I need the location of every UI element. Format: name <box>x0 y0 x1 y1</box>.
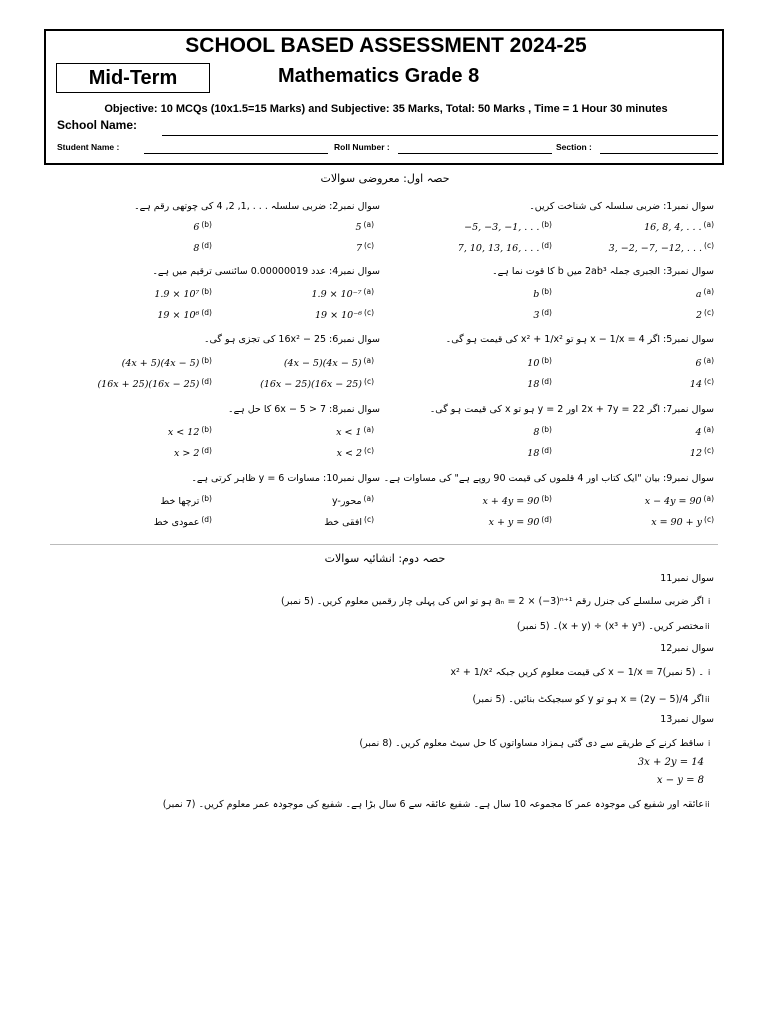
q13-part-ii: عائقہ اور شفیع کی موجودہ عمر کا مجموعہ 10 سال ہے۔ شفیع عائقہ سے 6 سال بڑا ہے۔ شفیع کی موجودہ عمر معلوم کریں۔ (7 نمبر) <box>162 799 704 810</box>
question-13-heading: سوال نمبر13 <box>660 714 714 725</box>
q3-option-d: 3 $^{(d)}$ <box>533 308 552 321</box>
q4-option-a: 1.9 × 10⁻⁷ $^{(a)}$ <box>311 287 374 300</box>
q6-option-c: (16x − 25)(16x − 25) $^{(c)}$ <box>260 377 374 390</box>
q5-option-d: 18 $^{(d)}$ <box>527 377 552 390</box>
student-name-field[interactable] <box>144 153 328 154</box>
q6-option-d: (16x + 25)(16x − 25) $^{(d)}$ <box>97 377 212 390</box>
q5-option-b: 10 $^{(b)}$ <box>527 356 552 369</box>
question-1: سوال نمبر1: ضربی سلسلہ کی شناخت کریں۔ <box>529 201 714 212</box>
q9-option-a: x − 4y = 90 $^{(a)}$ <box>644 494 714 507</box>
q2-option-a: 5 $^{(a)}$ <box>355 220 374 233</box>
q2-option-d: 8 $^{(d)}$ <box>193 241 212 254</box>
q1-option-d: 7, 10, 13, 16, . . . $^{(d)}$ <box>457 241 552 254</box>
q10-option-c: افقی خط $^{(c)}$ <box>324 515 374 528</box>
student-name-label: Student Name : <box>57 142 120 152</box>
q9-option-d: x + y = 90 $^{(d)}$ <box>488 515 552 528</box>
q11-part-ii-number: ii <box>705 622 710 631</box>
q11-part-ii: مختصر کریں۔ (x³ + y³) ÷ (x + y)۔ (5 نمبر) <box>516 621 704 632</box>
question-6: سوال نمبر6: 25 − 16x² کی تجزی ہو گی۔ <box>203 334 380 345</box>
q3-option-c: 2 $^{(c)}$ <box>695 308 714 321</box>
q7-option-d: 18 $^{(d)}$ <box>527 446 552 459</box>
q9-option-b: x + 4y = 90 $^{(b)}$ <box>482 494 552 507</box>
q2-option-c: 7 $^{(c)}$ <box>355 241 374 254</box>
q5-option-c: 14 $^{(c)}$ <box>689 377 714 390</box>
subject-title: Mathematics Grade 8 <box>278 65 480 87</box>
q13-part-i-number: i <box>708 739 711 748</box>
q4-option-d: 19 × 10⁶ $^{(d)}$ <box>157 308 212 321</box>
q8-option-b: x < 12 $^{(b)}$ <box>167 425 212 438</box>
part1-heading: حصہ اول: معروضی سوالات <box>320 172 450 185</box>
question-10: سوال نمبر10: مساوات y = 6 ظاہر کرتی ہے۔ <box>191 473 380 484</box>
q13-equation-2: x − y = 8 <box>656 775 704 786</box>
page-title: SCHOOL BASED ASSESSMENT 2024-25 <box>185 34 587 57</box>
school-name-label: School Name: <box>57 118 138 132</box>
q8-option-c: x < 2 $^{(c)}$ <box>336 446 374 459</box>
question-8: سوال نمبر8: 6x − 5 > 7 کا حل ہے۔ <box>228 404 380 415</box>
q10-option-d: عمودی خط $^{(d)}$ <box>153 515 212 528</box>
q13-part-i: ساقط کرنے کے طریقے سے دی گئی ہمزاد مساواتوں کا حل سیٹ معلوم کریں۔ (8 نمبر) <box>359 738 704 749</box>
q13-equation-1: 3x + 2y = 14 <box>637 757 704 768</box>
q3-option-a: a $^{(a)}$ <box>695 287 714 300</box>
q8-option-a: x < 1 $^{(a)}$ <box>336 425 374 438</box>
q12-part-i: x² + 1/x² کی قیمت معلوم کریں جبکہ x − 1/x = 7۔ (5 نمبر) <box>450 667 704 678</box>
question-3: سوال نمبر3: الجبری جملہ 2ab³ میں b کا قوت نما ہے۔ <box>492 266 714 277</box>
question-9: سوال نمبر9: بیان "ایک کتاب اور 4 قلموں کی قیمت 90 روپے ہے" کی مساوات ہے۔ <box>383 473 714 484</box>
school-name-field[interactable] <box>162 135 718 136</box>
q13-part-ii-number: ii <box>705 800 710 809</box>
q12-part-ii-number: ii <box>705 695 710 704</box>
q1-option-b: −5, −3, −1, . . . $^{(b)}$ <box>464 220 552 233</box>
question-11-heading: سوال نمبر11 <box>660 573 714 584</box>
q6-option-b: (4x + 5)(4x − 5) $^{(b)}$ <box>121 356 212 369</box>
q12-part-i-number: i <box>708 668 711 677</box>
section-label: Section : <box>556 142 592 152</box>
q11-part-i: اگر ضربی سلسلے کی جنرل رقم aₙ = 2 × (−3)ⁿ⁺¹ ہو تو اس کی پہلی چار رقمیں معلوم کریں۔ (5 نمبر) <box>281 596 704 607</box>
term-badge: Mid-Term <box>56 63 210 93</box>
part2-heading: حصہ دوم: انشائیہ سوالات <box>324 552 446 565</box>
q4-option-c: 19 × 10⁻⁶ $^{(c)}$ <box>315 308 374 321</box>
question-12-heading: سوال نمبر12 <box>660 643 714 654</box>
q12-part-ii: اگر x = (2y − 5)/4 ہو تو y کو سبجیکٹ بنائیں۔ (5 نمبر) <box>472 694 704 705</box>
q3-option-b: b $^{(b)}$ <box>533 287 552 300</box>
section-divider <box>50 544 718 545</box>
header-box <box>44 29 724 165</box>
section-field[interactable] <box>600 153 718 154</box>
q7-option-b: 8 $^{(b)}$ <box>533 425 552 438</box>
q2-option-b: 6 $^{(b)}$ <box>193 220 212 233</box>
q5-option-a: 6 $^{(a)}$ <box>695 356 714 369</box>
q10-option-a: y-محور $^{(a)}$ <box>331 494 374 507</box>
roll-number-label: Roll Number : <box>334 142 390 152</box>
q10-option-b: ترچھا خط $^{(b)}$ <box>160 494 212 507</box>
q1-option-a: 16, 8, 4, . . . $^{(a)}$ <box>644 220 714 233</box>
q9-option-c: x = 90 + y $^{(c)}$ <box>651 515 714 528</box>
q7-option-c: 12 $^{(c)}$ <box>689 446 714 459</box>
question-4: سوال نمبر4: عدد 0.00000019 سائنسی ترقیم میں ہے۔ <box>152 266 380 277</box>
q6-option-a: (4x − 5)(4x − 5) $^{(a)}$ <box>283 356 374 369</box>
objective-line: Objective: 10 MCQs (10x1.5=15 Marks) and Subjective: 35 Marks, Total: 50 Marks , Time = 1 Hour 30 minutes <box>104 103 668 115</box>
q11-part-i-number: i <box>708 597 711 606</box>
q4-option-b: 1.9 × 10⁷ $^{(b)}$ <box>154 287 212 300</box>
question-5: سوال نمبر5: اگر 4 = x − 1/x ہو تو x² + 1/x² کی قیمت ہو گی۔ <box>445 334 714 345</box>
question-7: سوال نمبر7: اگر 2x + 7y = 22 اور y = 2 ہو تو x کی قیمت ہو گی۔ <box>429 404 714 415</box>
roll-number-field[interactable] <box>398 153 552 154</box>
question-2: سوال نمبر2: ضربی سلسلہ . . . ,1, 2, 4 کی چوتھی رقم ہے۔ <box>134 201 380 212</box>
q1-option-c: 3, −2, −7, −12, . . . $^{(c)}$ <box>608 241 714 254</box>
q8-option-d: x > 2 $^{(d)}$ <box>173 446 212 459</box>
q7-option-a: 4 $^{(a)}$ <box>695 425 714 438</box>
